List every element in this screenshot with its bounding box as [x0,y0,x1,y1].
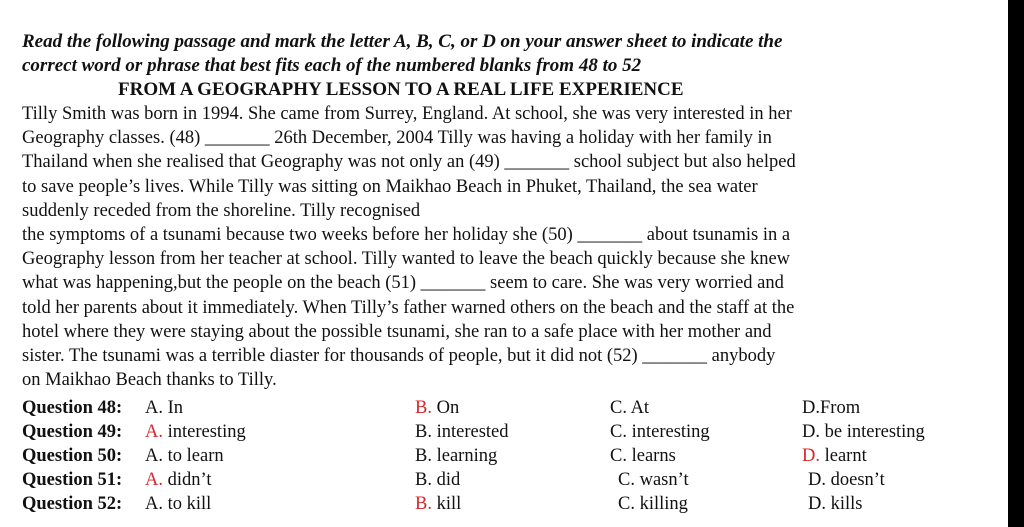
option-letter-highlighted: B. [415,398,432,418]
option-a [145,444,224,468]
option-text: kills [826,494,863,514]
option-b [415,420,509,444]
question-row-51 [22,468,1002,492]
option-letter: C. [610,398,627,418]
option-text: interested [431,422,509,442]
option-c [610,396,649,420]
passage-line: to save people’s lives. While Tilly was sitting on Maikhao Beach in Phuket, Thailand, the sea water [22,176,758,197]
option-letter: B. [415,470,432,490]
option-text: interesting [626,422,710,442]
option-letter: C. [618,470,635,490]
option-c [610,444,676,468]
option-text: be interesting [820,422,925,442]
passage-line: what was happening,but the people on the beach (51) _______ seem to care. She was very worried and [22,273,784,294]
document-page [22,30,1002,514]
option-letter: B. [415,422,432,442]
option-letter: D. [808,494,826,514]
option-a [145,492,211,516]
option-d [808,492,863,516]
option-text: On [431,398,460,418]
question-row-50 [22,444,1002,468]
option-letter: A. [145,446,163,466]
option-text: did [431,470,461,490]
option-letter: A. [145,398,163,418]
option-c [618,468,689,492]
option-d [802,420,925,444]
option-letter: C. [618,494,635,514]
option-d [808,468,885,492]
option-letter: C. [610,422,627,442]
instructions [22,30,1002,78]
option-b [415,468,460,492]
option-text: doesn’t [826,470,885,490]
option-text: kill [431,494,462,514]
option-letter: A. [145,494,163,514]
instructions-line-2: correct word or phrase that best fits each of the numbered blanks from 48 to 52 [22,55,642,76]
passage-line: told her parents about it immediately. When Tilly’s father warned others on the beach and the staff at the [22,297,795,318]
question-row-49 [22,420,1002,444]
instructions-line-1: Read the following passage and mark the letter A, B, C, or D on your answer sheet to indicate the [22,31,783,52]
option-c [610,420,710,444]
option-c [618,492,688,516]
option-text: learns [626,446,676,466]
questions-list [22,396,1002,516]
question-row-48 [22,396,1002,420]
option-letter: D. [802,398,820,418]
option-letter: D. [808,470,826,490]
question-label: Question 51: [22,470,123,490]
question-label: Question 50: [22,446,123,466]
option-letter-highlighted: B. [415,494,432,514]
option-text: killing [634,494,688,514]
option-text: didn’t [163,470,212,490]
passage [22,102,1002,392]
passage-line: sister. The tsunami was a terrible diaster for thousands of people, but it did not (52) _______ anybody [22,346,776,367]
option-text: learning [431,446,498,466]
passage-line: suddenly receded from the shoreline. Tilly recognised [22,200,421,221]
option-b [415,396,459,420]
passage-title: FROM A GEOGRAPHY LESSON TO A REAL LIFE EXPERIENCE [118,79,684,100]
question-label: Question 49: [22,422,123,442]
option-a [145,420,246,444]
passage-line: Geography lesson from her teacher at school. Tilly wanted to leave the beach quickly because she knew [22,249,791,270]
option-letter: C. [610,446,627,466]
option-b [415,492,461,516]
option-text: From [820,398,861,418]
passage-line: Geography classes. (48) _______ 26th December, 2004 Tilly was having a holiday with her family in [22,128,772,149]
option-b [415,444,497,468]
option-text: wasn’t [634,470,689,490]
passage-line: Thailand when she realised that Geography was not only an (49) _______ school subject but also helped [22,152,796,173]
question-row-52 [22,492,1002,516]
passage-line: Tilly Smith was born in 1994. She came from Surrey, England. At school, she was very interested in her [22,104,792,124]
option-letter-highlighted: A. [145,422,163,442]
option-text: At [626,398,650,418]
question-label: Question 52: [22,494,123,514]
option-a [145,468,211,492]
option-d [802,396,860,420]
option-letter-highlighted: A. [145,470,163,490]
option-text: In [163,398,184,418]
option-letter: B. [415,446,432,466]
passage-line: hotel where they were staying about the possible tsunami, she ran to a safe place with her mother and [22,321,772,342]
option-text: to kill [163,494,212,514]
right-edge-bar [1008,0,1024,527]
passage-line: on Maikhao Beach thanks to Tilly. [22,370,277,391]
option-d [802,444,867,468]
option-letter: D. [802,422,820,442]
option-a [145,396,183,420]
question-label: Question 48: [22,398,123,418]
option-text: interesting [163,422,246,442]
option-text: to learn [163,446,224,466]
passage-line: the symptoms of a tsunami because two weeks before her holiday she (50) _______ about tsunamis in a [22,225,791,246]
option-letter-highlighted: D. [802,446,820,466]
option-text: learnt [820,446,867,466]
